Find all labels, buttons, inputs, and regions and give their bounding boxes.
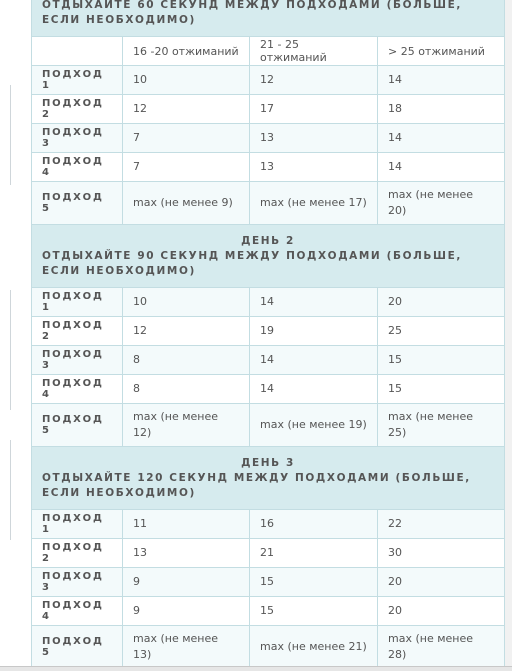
rest-note: ОТДЫХАЙТЕ 60 СЕКУНД МЕЖДУ ПОДХОДАМИ (БОЛЬШЕ, ЕСЛИ НЕОБХОДИМО) [42,0,462,26]
set-row [32,288,505,317]
set-row [32,375,505,404]
reps-cell: 20 [378,597,505,626]
left-page-margin [0,0,32,671]
set-label: ПОДХОД 5 [32,404,123,447]
set-label: ПОДХОД 1 [32,510,123,539]
reps-cell: 14 [250,346,378,375]
set-label: ПОДХОД 1 [32,288,123,317]
set-row [32,404,505,447]
reps-cell: max (не менее 20) [378,182,505,225]
day-section-row [32,225,505,288]
column-header-row [32,37,505,66]
set-label: ПОДХОД 4 [32,597,123,626]
pushup-program-table [31,0,505,669]
reps-cell: max (не менее 17) [250,182,378,225]
reps-cell: 12 [250,66,378,95]
reps-cell: 15 [378,346,505,375]
column-header: > 25 отжиманий [378,37,505,66]
set-row [32,346,505,375]
column-header: 16 -20 отжиманий [123,37,250,66]
set-label: ПОДХОД 3 [32,346,123,375]
reps-cell: 9 [123,597,250,626]
day-section-row [32,447,505,510]
reps-cell: 14 [378,66,505,95]
reps-cell: max (не менее 19) [250,404,378,447]
set-row [32,597,505,626]
set-row [32,317,505,346]
day-section-header [32,447,505,510]
reps-cell: 15 [250,597,378,626]
reps-cell: 22 [378,510,505,539]
reps-cell: 20 [378,568,505,597]
reps-cell: 12 [123,95,250,124]
reps-cell: 18 [378,95,505,124]
reps-cell: 21 [250,539,378,568]
reps-cell: 9 [123,568,250,597]
reps-cell: 17 [250,95,378,124]
reps-cell: 8 [123,346,250,375]
set-label: ПОДХОД 4 [32,153,123,182]
reps-cell: 13 [250,124,378,153]
set-label: ПОДХОД 5 [32,182,123,225]
rest-note: ОТДЫХАЙТЕ 120 СЕКУНД МЕЖДУ ПОДХОДАМИ (БОЛЬШЕ, ЕСЛИ НЕОБХОДИМО) [42,471,471,499]
reps-cell: 19 [250,317,378,346]
reps-cell: max (не менее 9) [123,182,250,225]
set-label: ПОДХОД 2 [32,539,123,568]
reps-cell: 11 [123,510,250,539]
set-row [32,568,505,597]
reps-cell: 13 [250,153,378,182]
reps-cell: 14 [250,375,378,404]
set-label: ПОДХОД 3 [32,124,123,153]
day-section-header [32,225,505,288]
set-row [32,124,505,153]
set-row [32,66,505,95]
set-label: ПОДХОД 1 [32,66,123,95]
reps-cell: max (не менее 12) [123,404,250,447]
reps-cell: 14 [378,153,505,182]
reps-cell: 15 [378,375,505,404]
reps-cell: 12 [123,317,250,346]
reps-cell: max (не менее 25) [378,404,505,447]
set-label: ПОДХОД 3 [32,568,123,597]
reps-cell: 10 [123,66,250,95]
reps-cell: 7 [123,124,250,153]
reps-cell: 7 [123,153,250,182]
set-row [32,626,505,669]
reps-cell: 14 [250,288,378,317]
reps-cell: max (не менее 21) [250,626,378,669]
set-row [32,510,505,539]
rest-note: ОТДЫХАЙТЕ 90 СЕКУНД МЕЖДУ ПОДХОДАМИ (БОЛЬШЕ, ЕСЛИ НЕОБХОДИМО) [42,249,462,277]
set-label: ПОДХОД 5 [32,626,123,669]
header-empty-cell [32,37,123,66]
set-label: ПОДХОД 2 [32,317,123,346]
reps-cell: 16 [250,510,378,539]
left-divider-line [10,85,11,185]
day-title: ДЕНЬ 3 [241,456,295,469]
left-divider-line [10,290,11,410]
set-row [32,539,505,568]
day-section-row [32,0,505,37]
set-row [32,182,505,225]
reps-cell: 30 [378,539,505,568]
reps-cell: 14 [378,124,505,153]
reps-cell: 15 [250,568,378,597]
day-title: ДЕНЬ 2 [241,234,295,247]
day-section-header [32,0,505,37]
column-header: 21 - 25 отжиманий [250,37,378,66]
reps-cell: 8 [123,375,250,404]
reps-cell: 25 [378,317,505,346]
set-label: ПОДХОД 2 [32,95,123,124]
window-bottom-edge [0,666,512,671]
reps-cell: max (не менее 13) [123,626,250,669]
set-label: ПОДХОД 4 [32,375,123,404]
reps-cell: 10 [123,288,250,317]
set-row [32,153,505,182]
reps-cell: 20 [378,288,505,317]
set-row [32,95,505,124]
left-divider-line [10,440,11,540]
reps-cell: 13 [123,539,250,568]
reps-cell: max (не менее 28) [378,626,505,669]
